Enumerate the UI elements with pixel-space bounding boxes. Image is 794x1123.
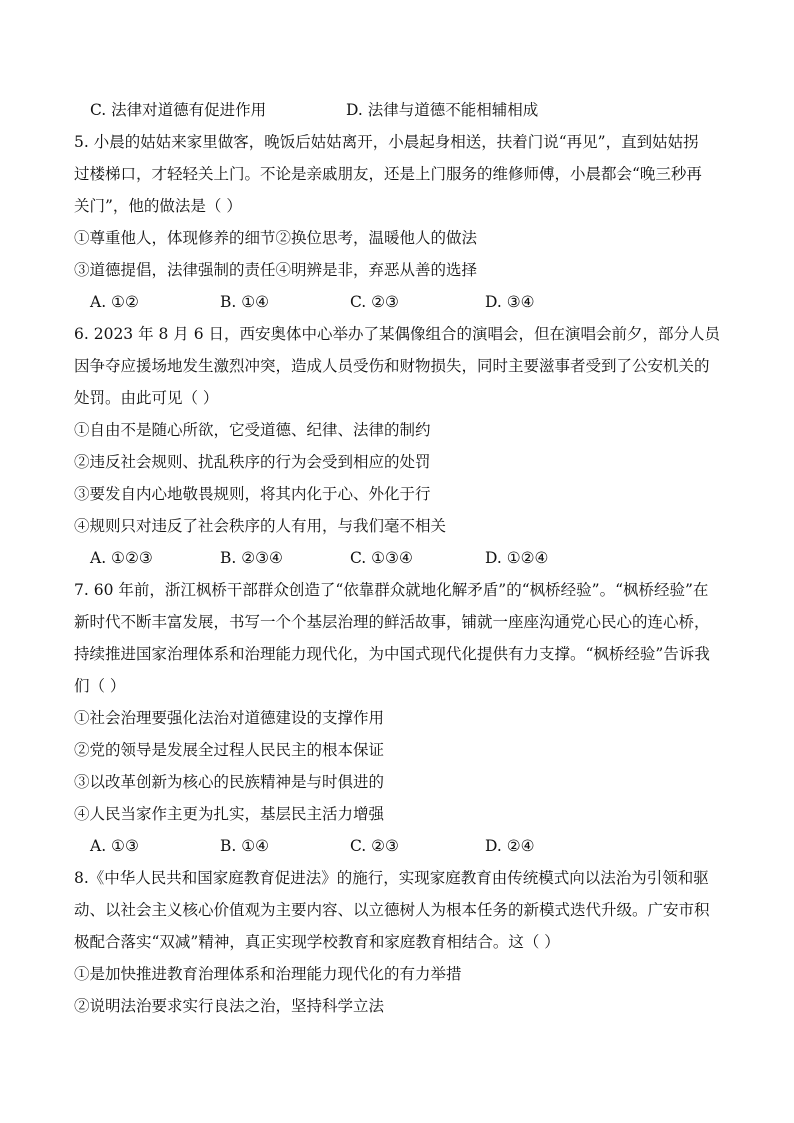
q6-option-d: D. ①②④ xyxy=(485,549,549,567)
q7-options xyxy=(90,836,730,858)
q8-stem-line-3: 极配合落实“双减”精神，真正实现学校教育和家庭教育相结合。这（ ） xyxy=(74,933,560,951)
q6-stem-line-1: 6. 2023 年 8 月 6 日，西安奥体中心举办了某偶像组合的演唱会，但在演唱会前夕，部分人员 xyxy=(74,325,721,343)
q8-statement-1: ①是加快推进教育治理体系和治理能力现代化的有力举措 xyxy=(74,965,462,983)
q6-statement-2: ②违反社会规则、扰乱秩序的行为会受到相应的处罚 xyxy=(74,453,431,471)
q6-option-a: A. ①②③ xyxy=(90,549,153,567)
q6-option-b: B. ②③④ xyxy=(220,549,283,567)
q7-option-d: D. ②④ xyxy=(485,837,535,855)
q5-statement-2: ③道德提倡，法律强制的责任④明辨是非，弃恶从善的选择 xyxy=(74,261,478,279)
q5-option-d: D. ③④ xyxy=(485,293,535,311)
q7-stem-line-3: 持续推进国家治理体系和治理能力现代化，为中国式现代化提供有力支撑。“枫桥经验”告诉我 xyxy=(74,645,710,663)
q7-stem-line-2: 新时代不断丰富发展，书写一个个基层治理的鲜活故事，铺就一座座沟通党心民心的连心桥， xyxy=(74,613,710,631)
q5-option-a: A. ①② xyxy=(90,293,139,311)
q6-statement-3: ③要发自内心地敬畏规则，将其内化于心、外化于行 xyxy=(74,485,431,503)
q4-option-c: C. 法律对道德有促进作用 xyxy=(90,101,267,119)
q5-stem-line-2: 过楼梯口，才轻轻关上门。不论是亲戚朋友，还是上门服务的维修师傅，小晨都会“晚三秒再 xyxy=(74,165,702,183)
q8-statement-2: ②说明法治要求实行良法之治，坚持科学立法 xyxy=(74,997,385,1015)
q7-statement-2: ②党的领导是发展全过程人民民主的根本保证 xyxy=(74,741,385,759)
q5-stem-line-3: 关门”，他的做法是（ ） xyxy=(74,197,242,215)
q5-stem-line-1: 5. 小晨的姑姑来家里做客，晚饭后姑姑离开，小晨起身相送，扶着门说“再见”，直到姑姑拐 xyxy=(74,133,699,151)
q7-statement-1: ①社会治理要强化法治对道德建设的支撑作用 xyxy=(74,709,385,727)
q5-option-c: C. ②③ xyxy=(350,293,399,311)
q6-option-c: C. ①③④ xyxy=(350,549,413,567)
q8-stem-line-2: 动、以社会主义核心价值观为主要内容、以立德树人为根本任务的新模式迭代升级。广安市积 xyxy=(74,901,710,919)
q7-option-c: C. ②③ xyxy=(350,837,399,855)
q7-stem-line-4: 们（ ） xyxy=(74,677,126,695)
q6-stem-line-2: 因争夺应援场地发生激烈冲突，造成人员受伤和财物损失，同时主要滋事者受到了公安机关的 xyxy=(74,357,710,375)
q5-options xyxy=(90,292,730,314)
q6-options xyxy=(90,548,730,570)
q8-stem-line-1: 8.《中华人民共和国家庭教育促进法》的施行，实现家庭教育由传统模式向以法治为引领和驱 xyxy=(74,869,709,887)
q7-stem-line-1: 7. 60 年前，浙江枫桥干部群众创造了“依靠群众就地化解矛盾”的“枫桥经验”。“枫桥经验”在 xyxy=(74,581,709,599)
q5-statement-1: ①尊重他人，体现修养的细节②换位思考，温暖他人的做法 xyxy=(74,229,478,247)
q7-option-b: B. ①④ xyxy=(220,837,270,855)
q5-option-b: B. ①④ xyxy=(220,293,270,311)
q6-statement-1: ①自由不是随心所欲，它受道德、纪律、法律的制约 xyxy=(74,421,431,439)
q4-option-d: D. 法律与道德不能相辅相成 xyxy=(346,101,539,119)
q7-option-a: A. ①③ xyxy=(90,837,139,855)
q7-statement-3: ③以改革创新为核心的民族精神是与时俱进的 xyxy=(74,773,385,791)
q6-stem-line-3: 处罚。由此可见（ ） xyxy=(74,389,219,407)
q6-statement-4: ④规则只对违反了社会秩序的人有用，与我们毫不相关 xyxy=(74,517,447,535)
q7-statement-4: ④人民当家作主更为扎实，基层民主活力增强 xyxy=(74,805,385,823)
q4-options-cd xyxy=(90,100,730,122)
